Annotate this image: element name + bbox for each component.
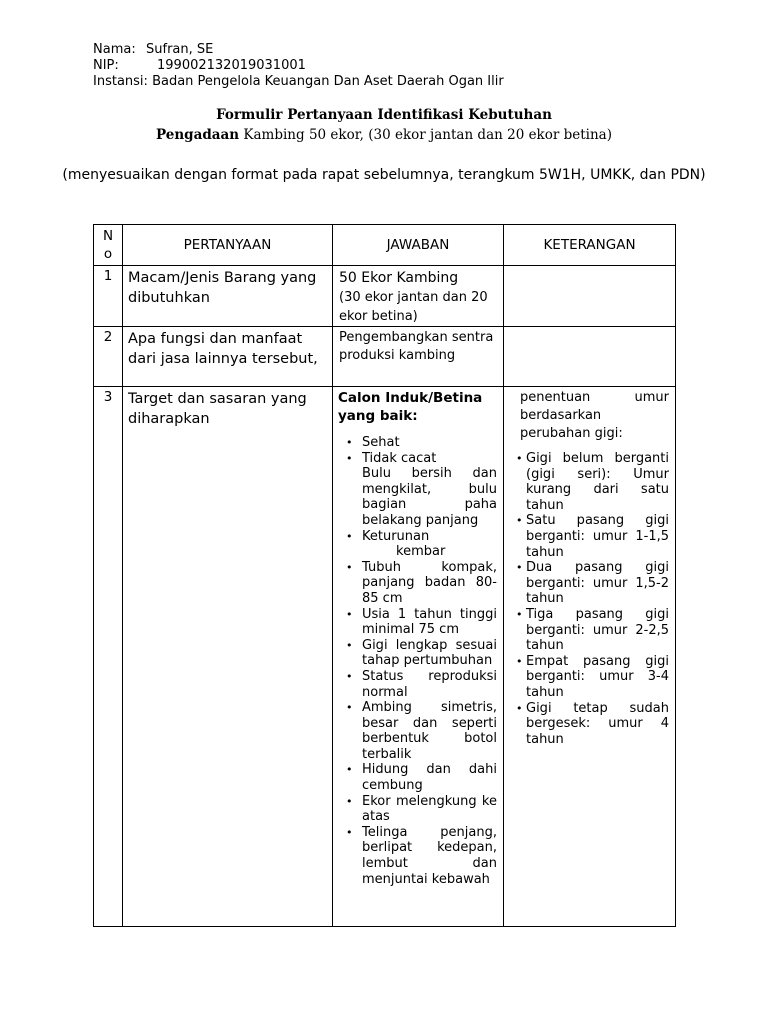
list-item: • Gigi lengkap sesuai tahap pertumbuhan [338,638,497,669]
row-question: Target dan sasaran yang diharapkan [123,387,333,927]
header-no [94,225,123,266]
nama-value: Sufran, SE [146,42,214,57]
list-item: • Tiga pasang gigi berganti: umur 2-2,5 tahun [516,607,669,654]
header-pertanyaan: PERTANYAAN [123,225,333,266]
list-item: • Usia 1 tahun tinggi minimal 75 cm [338,607,497,638]
list-item [338,529,497,560]
form-title [0,106,768,124]
list-item: • Ambing simetris, besar dan seperti berbentuk botol terbalik [338,700,497,762]
header-no-line2: o [103,246,113,262]
row-answer: Pengembangkan sentra produksi kambing [333,327,504,387]
header-instansi [93,74,504,90]
list-item: • Dua pasang gigi berganti: umur 1,5-2 tahun [516,560,669,607]
row-question: Macam/Jenis Barang yang dibutuhkan [123,266,333,327]
row-answer [333,266,504,327]
table-row [94,266,676,327]
list-item-continuation: Bulu bersih dan mengkilat, bulu bagian paha belakang panjang [362,466,497,528]
form-subtitle [0,126,768,144]
header-keterangan: KETERANGAN [504,225,676,266]
answer-main: 50 Ekor Kambing [339,270,459,286]
instansi-label: Instansi: [93,74,148,89]
form-title-line1: Formulir Pertanyaan Identifikasi Kebutuhan [216,107,552,123]
instansi-value: Badan Pengelola Keuangan Dan Aset Daerah Ogan Ilir [152,74,504,89]
table-row [94,327,676,387]
row-answer [333,387,504,927]
nip-value: 199002132019031001 [157,58,306,73]
form-subtitle-rest: Kambing 50 ekor, (30 ekor jantan dan 20 ekor betina) [239,127,612,143]
header-jawaban: JAWABAN [333,225,504,266]
format-note: (menyesuaikan dengan format pada rapat sebelumnya, terangkum 5W1H, UMKK, dan PDN) [62,167,706,183]
list-item-text: Tidak cacat [362,450,437,466]
row-remark [504,266,676,327]
list-item: • Empat pasang gigi berganti: umur 3-4 tahun [516,654,669,701]
list-item: • Hidung dan dahi cembung [338,762,497,793]
table-row [94,387,676,927]
list-item: • Sehat [338,435,497,451]
list-item: • Telinga penjang, berlipat kedepan, lembut dan menjuntai kebawah [338,825,497,887]
row-number: 3 [94,387,123,927]
row-number: 1 [94,266,123,327]
row-question: Apa fungsi dan manfaat dari jasa lainnya tersebut, [123,327,333,387]
row-remark [504,327,676,387]
answer-heading: Calon Induk/Betina yang baik: [338,390,483,424]
question-table [93,224,676,927]
list-item: • Gigi tetap sudah bergesek: umur 4 tahun [516,701,669,748]
nama-label: Nama: [93,42,136,57]
list-item-text: Keturunan [362,528,430,544]
header-no-line1: N [102,228,114,244]
header-nip [93,58,306,74]
list-item: • Satu pasang gigi berganti: umur 1-1,5 tahun [516,513,669,560]
list-item: • Ekor melengkung ke atas [338,794,497,825]
form-subtitle-bold: Pengadaan [155,127,240,143]
list-item: • Gigi belum berganti (gigi seri): Umur kurang dari satu tahun [516,451,669,513]
nip-label: NIP: [93,58,119,73]
criteria-list [338,435,497,887]
header-nama [93,42,213,58]
list-item-continuation: kembar [396,544,446,560]
row-number: 2 [94,327,123,387]
list-item [338,451,497,529]
table-header-row [94,225,676,266]
row-remark [504,387,676,927]
list-item: • Status reproduksi normal [338,669,497,700]
age-list [520,451,669,747]
list-item: • Tubuh kompak, panjang badan 80-85 cm [338,560,497,607]
answer-sub: (30 ekor jantan dan 20 ekor betina) [339,290,488,324]
remark-intro: penentuan umur berdasarkan perubahan gigi: [520,390,669,441]
